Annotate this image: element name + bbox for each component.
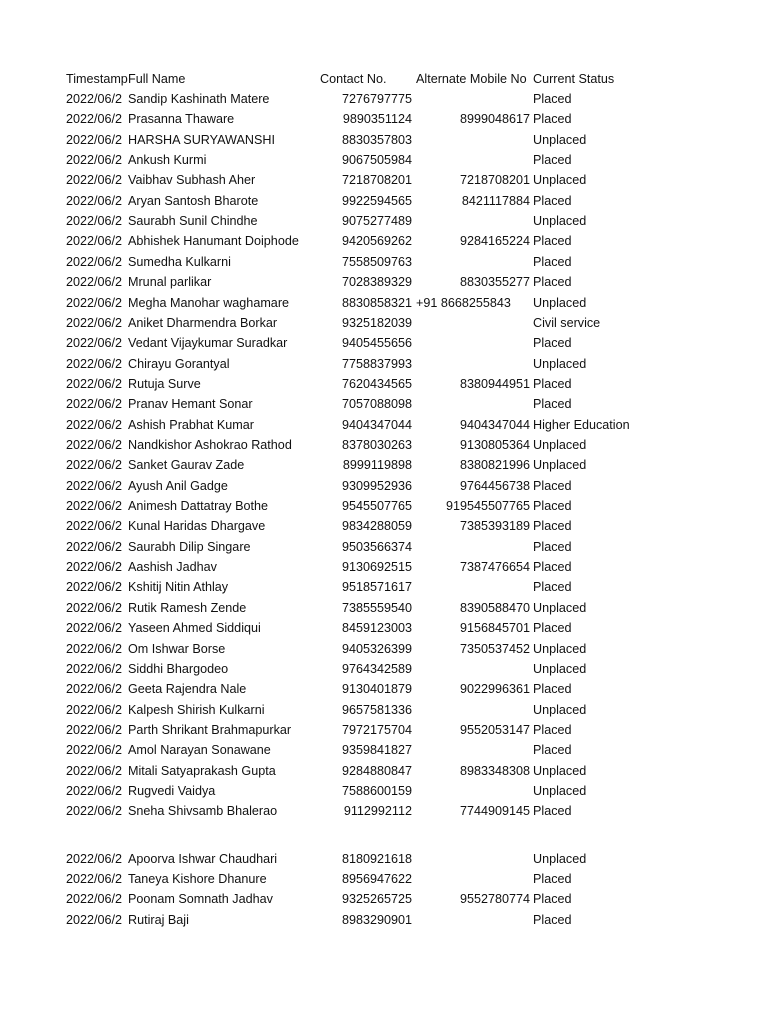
cell-full-name: Rutik Ramesh Zende [128,600,247,615]
cell-full-name: Ankush Kurmi [128,153,207,167]
cell-current-status: Unplaced [533,763,587,778]
cell-current-status: Unplaced [533,438,587,452]
cell-timestamp: 2022/06/2 [66,499,123,513]
cell-full-name: Taneya Kishore Dhanure [128,872,267,886]
cell-contact: 7558509763 [341,254,412,269]
cell-timestamp: 2022/06/2 [66,872,123,886]
cell-full-name: Pranav Hemant Sonar [128,397,253,412]
table-row [0,109,768,129]
cell-contact: 9834288059 [341,519,412,534]
table-row [0,252,768,272]
table-row [0,577,768,597]
header-row [0,69,768,89]
cell-full-name: Mitali Satyaprakash Gupta [128,763,276,778]
cell-contact: 9325182039 [341,315,412,330]
cell-timestamp: 2022/06/2 [66,661,123,676]
cell-full-name: Om Ishwar Borse [128,641,226,656]
cell-current-status: Unplaced [533,661,587,676]
cell-current-status: Unplaced [533,702,587,717]
table-row [0,231,768,251]
cell-contact: 9359841827 [341,743,412,758]
cell-timestamp: 2022/06/2 [66,912,123,927]
cell-full-name: Aryan Santosh Bharote [128,193,259,208]
table-row [0,435,768,455]
cell-full-name: Megha Manohar waghamare [128,295,290,310]
table-row [0,516,768,536]
cell-current-status: Placed [533,397,572,412]
cell-contact: 9405326399 [341,641,412,656]
cell-timestamp: 2022/06/2 [66,173,123,188]
table-row [0,679,768,699]
cell-timestamp: 2022/06/2 [66,851,123,866]
table-row [0,333,768,353]
cell-timestamp: 2022/06/2 [66,295,123,310]
cell-timestamp: 2022/06/2 [66,519,123,534]
cell-timestamp: 2022/06/2 [66,132,123,147]
cell-contact: 8983290901 [341,912,412,927]
cell-timestamp: 2022/06/2 [66,397,123,412]
cell-alternate-mobile: 8380821996 [459,458,530,473]
cell-alternate-mobile: +91 8668255843 [416,295,511,310]
table-row [0,598,768,618]
cell-contact: 9503566374 [341,539,412,554]
cell-timestamp: 2022/06/2 [66,763,123,778]
cell-contact: 8378030263 [341,438,412,452]
table-row [0,537,768,557]
cell-alternate-mobile: 7350537452 [459,641,530,656]
cell-contact: 9130401879 [341,682,412,697]
table-row [0,910,768,930]
cell-timestamp: 2022/06/2 [66,336,123,351]
cell-current-status: Placed [533,580,572,595]
cell-timestamp: 2022/06/2 [66,892,123,907]
cell-current-status: Placed [533,254,572,269]
cell-full-name: Ashish Prabhat Kumar [128,417,254,432]
header-contact: Contact No. [320,72,387,86]
cell-contact: 8180921618 [341,851,412,866]
cell-timestamp: 2022/06/2 [66,478,123,493]
cell-contact: 9404347044 [341,417,412,432]
cell-alternate-mobile: 7385393189 [459,519,530,534]
cell-current-status: Placed [533,376,572,391]
cell-current-status: Placed [533,539,572,554]
cell-timestamp: 2022/06/2 [66,539,123,554]
cell-alternate-mobile: 7387476654 [459,560,530,575]
cell-timestamp: 2022/06/2 [66,112,123,127]
table-row [0,700,768,720]
cell-full-name: Geeta Rajendra Nale [128,682,247,697]
cell-timestamp: 2022/06/2 [66,580,123,595]
cell-contact: 9075277489 [341,214,412,229]
cell-full-name: Rugvedi Vaidya [128,783,216,798]
cell-full-name: Yaseen Ahmed Siddiqui [128,621,261,636]
table-row [0,150,768,170]
cell-contact: 9922594565 [341,193,412,208]
cell-contact: 9112992112 [343,804,412,819]
cell-full-name: Sumedha Kulkarni [128,254,231,269]
cell-contact: 8459123003 [341,621,412,636]
cell-timestamp: 2022/06/2 [66,417,123,432]
cell-contact: 7620434565 [341,376,412,391]
table-row [0,313,768,333]
cell-contact: 9657581336 [341,702,412,717]
table-row [0,557,768,577]
cell-full-name: Rutuja Surve [128,376,201,391]
cell-timestamp: 2022/06/2 [66,641,123,656]
table-row [0,455,768,475]
cell-contact: 7218708201 [341,173,412,188]
cell-timestamp: 2022/06/2 [66,621,123,636]
cell-timestamp: 2022/06/2 [66,315,123,330]
cell-full-name: Animesh Dattatray Bothe [128,499,269,513]
cell-full-name: Nandkishor Ashokrao Rathod [128,438,292,452]
cell-alternate-mobile: 9022996361 [459,682,530,697]
table-row [0,130,768,150]
cell-timestamp: 2022/06/2 [66,275,123,290]
cell-current-status: Placed [533,621,572,636]
cell-contact: 9067505984 [341,153,412,167]
cell-current-status: Civil service [533,315,601,330]
cell-alternate-mobile: 9130805364 [459,438,530,452]
cell-contact: 9130692515 [341,560,412,575]
cell-current-status: Unplaced [533,356,587,371]
cell-alternate-mobile: 7744909145 [459,804,530,819]
cell-current-status: Placed [533,872,572,886]
cell-current-status: Unplaced [533,783,587,798]
cell-contact: 8830357803 [341,132,412,147]
cell-contact: 8956947622 [341,872,412,886]
cell-full-name: Saurabh Dilip Singare [128,539,251,554]
cell-current-status: Unplaced [533,851,587,866]
cell-current-status: Placed [533,153,572,167]
cell-current-status: Placed [533,275,572,290]
table-row [0,496,768,516]
table-row [0,781,768,801]
cell-contact: 9420569262 [341,234,412,249]
cell-current-status: Placed [533,912,572,927]
cell-alternate-mobile: 7218708201 [459,173,530,188]
cell-full-name: Aniket Dharmendra Borkar [128,315,278,330]
table-row [0,191,768,211]
cell-full-name: Rutiraj Baji [128,912,189,927]
cell-contact: 8999119898 [342,458,412,473]
cell-contact: 8830858321 [341,295,412,310]
cell-alternate-mobile: 9552053147 [459,722,530,737]
table-row [0,849,768,869]
cell-contact: 7385559540 [341,600,412,615]
cell-current-status: Unplaced [533,214,587,229]
cell-current-status: Placed [533,743,572,758]
cell-timestamp: 2022/06/2 [66,600,123,615]
table-row [0,415,768,435]
cell-alternate-mobile: 9552780774 [459,892,530,907]
header-timestamp: Timestamp [66,72,128,86]
cell-alternate-mobile: 9284165224 [459,234,530,249]
cell-contact: 7758837993 [341,356,412,371]
cell-full-name: Ayush Anil Gadge [128,478,228,493]
table-row [0,761,768,781]
table-row [0,740,768,760]
cell-current-status: Placed [533,519,572,534]
cell-contact: 7028389329 [341,275,412,290]
cell-full-name: Saurabh Sunil Chindhe [128,214,258,229]
cell-current-status: Unplaced [533,641,587,656]
cell-contact: 9764342589 [341,661,412,676]
header-current-status: Current Status [533,72,615,86]
cell-timestamp: 2022/06/2 [66,702,123,717]
cell-timestamp: 2022/06/2 [66,783,123,798]
cell-timestamp: 2022/06/2 [66,356,123,371]
cell-full-name: Sanket Gaurav Zade [128,458,245,473]
cell-timestamp: 2022/06/2 [66,438,123,452]
cell-current-status: Placed [533,478,572,493]
cell-current-status: Placed [533,336,572,351]
cell-current-status: Unplaced [533,458,587,473]
cell-current-status: Placed [533,892,572,907]
cell-alternate-mobile: 8390588470 [459,600,530,615]
cell-current-status: Placed [533,92,572,106]
cell-contact: 7588600159 [341,783,412,798]
cell-full-name: Siddhi Bhargodeo [128,661,229,676]
cell-alternate-mobile: 8999048617 [459,112,530,127]
cell-alternate-mobile: 9764456738 [459,478,530,493]
table-row [0,394,768,414]
cell-full-name: Kunal Haridas Dhargave [128,519,266,534]
cell-alternate-mobile: 8830355277 [459,275,530,290]
table-row [0,639,768,659]
table-row [0,720,768,740]
cell-current-status: Unplaced [533,600,587,615]
cell-full-name: Abhishek Hanumant Doiphode [128,234,299,249]
cell-current-status: Placed [533,722,572,737]
cell-contact: 7057088098 [341,397,412,412]
cell-current-status: Placed [533,234,572,249]
cell-contact: 9284880847 [341,763,412,778]
cell-timestamp: 2022/06/2 [66,722,123,737]
cell-timestamp: 2022/06/2 [66,193,123,208]
cell-contact: 9545507765 [341,499,412,513]
header-full-name: Full Name [128,72,186,86]
cell-full-name: Aashish Jadhav [128,560,217,575]
cell-contact: 7972175704 [341,722,412,737]
table-row [0,293,768,313]
cell-full-name: Prasanna Thaware [128,112,235,127]
cell-current-status: Placed [533,112,572,127]
cell-full-name: Parth Shrikant Brahmapurkar [128,722,292,737]
cell-full-name: Kalpesh Shirish Kulkarni [128,702,265,717]
cell-contact: 7276797775 [341,92,412,106]
table-row [0,869,768,889]
header-alternate-mobile: Alternate Mobile No [416,72,527,86]
cell-alternate-mobile: 9404347044 [459,417,530,432]
cell-alternate-mobile: 9156845701 [459,621,530,636]
cell-full-name: Sandip Kashinath Matere [128,92,270,106]
table-row [0,211,768,231]
cell-timestamp: 2022/06/2 [66,214,123,229]
table-row [0,89,768,109]
cell-full-name: Apoorva Ishwar Chaudhari [128,851,278,866]
cell-timestamp: 2022/06/2 [66,458,123,473]
cell-current-status: Unplaced [533,132,587,147]
cell-current-status: Placed [533,682,572,697]
cell-full-name: Vaibhav Subhash Aher [128,173,256,188]
cell-alternate-mobile: 919545507765 [445,499,530,513]
cell-timestamp: 2022/06/2 [66,92,123,106]
cell-full-name: Poonam Somnath Jadhav [128,892,273,907]
table-row [0,476,768,496]
cell-full-name: Chirayu Gorantyal [128,356,230,371]
cell-timestamp: 2022/06/2 [66,682,123,697]
cell-full-name: Vedant Vijaykumar Suradkar [128,336,288,351]
table-row [0,354,768,374]
cell-timestamp: 2022/06/2 [66,743,123,758]
cell-timestamp: 2022/06/2 [66,560,123,575]
cell-current-status: Placed [533,193,572,208]
table-row [0,272,768,292]
cell-full-name: HARSHA SURYAWANSHI [128,132,275,147]
cell-timestamp: 2022/06/2 [66,804,123,819]
cell-current-status: Unplaced [533,173,587,188]
cell-current-status: Placed [533,804,572,819]
cell-current-status: Placed [533,499,572,513]
cell-timestamp: 2022/06/2 [66,376,123,391]
cell-full-name: Mrunal parlikar [128,275,212,290]
table-row [0,170,768,190]
table-row [0,801,768,821]
cell-current-status: Higher Education [533,417,630,432]
cell-timestamp: 2022/06/2 [66,153,123,167]
cell-timestamp: 2022/06/2 [66,234,123,249]
table-row [0,618,768,638]
cell-contact: 9309952936 [341,478,412,493]
cell-contact: 9405455656 [341,336,412,351]
cell-full-name: Kshitij Nitin Athlay [128,580,229,595]
table-row [0,374,768,394]
cell-contact: 9890351124 [342,112,412,127]
cell-current-status: Placed [533,560,572,575]
cell-full-name: Sneha Shivsamb Bhalerao [128,804,278,819]
cell-timestamp: 2022/06/2 [66,254,123,269]
cell-alternate-mobile: 8421117884 [461,193,530,208]
cell-contact: 9518571617 [341,580,412,595]
cell-alternate-mobile: 8380944951 [459,376,530,391]
cell-contact: 9325265725 [341,892,412,907]
table-row [0,659,768,679]
cell-current-status: Unplaced [533,295,587,310]
cell-alternate-mobile: 8983348308 [459,763,530,778]
cell-full-name: Amol Narayan Sonawane [128,743,271,758]
table-row [0,889,768,909]
